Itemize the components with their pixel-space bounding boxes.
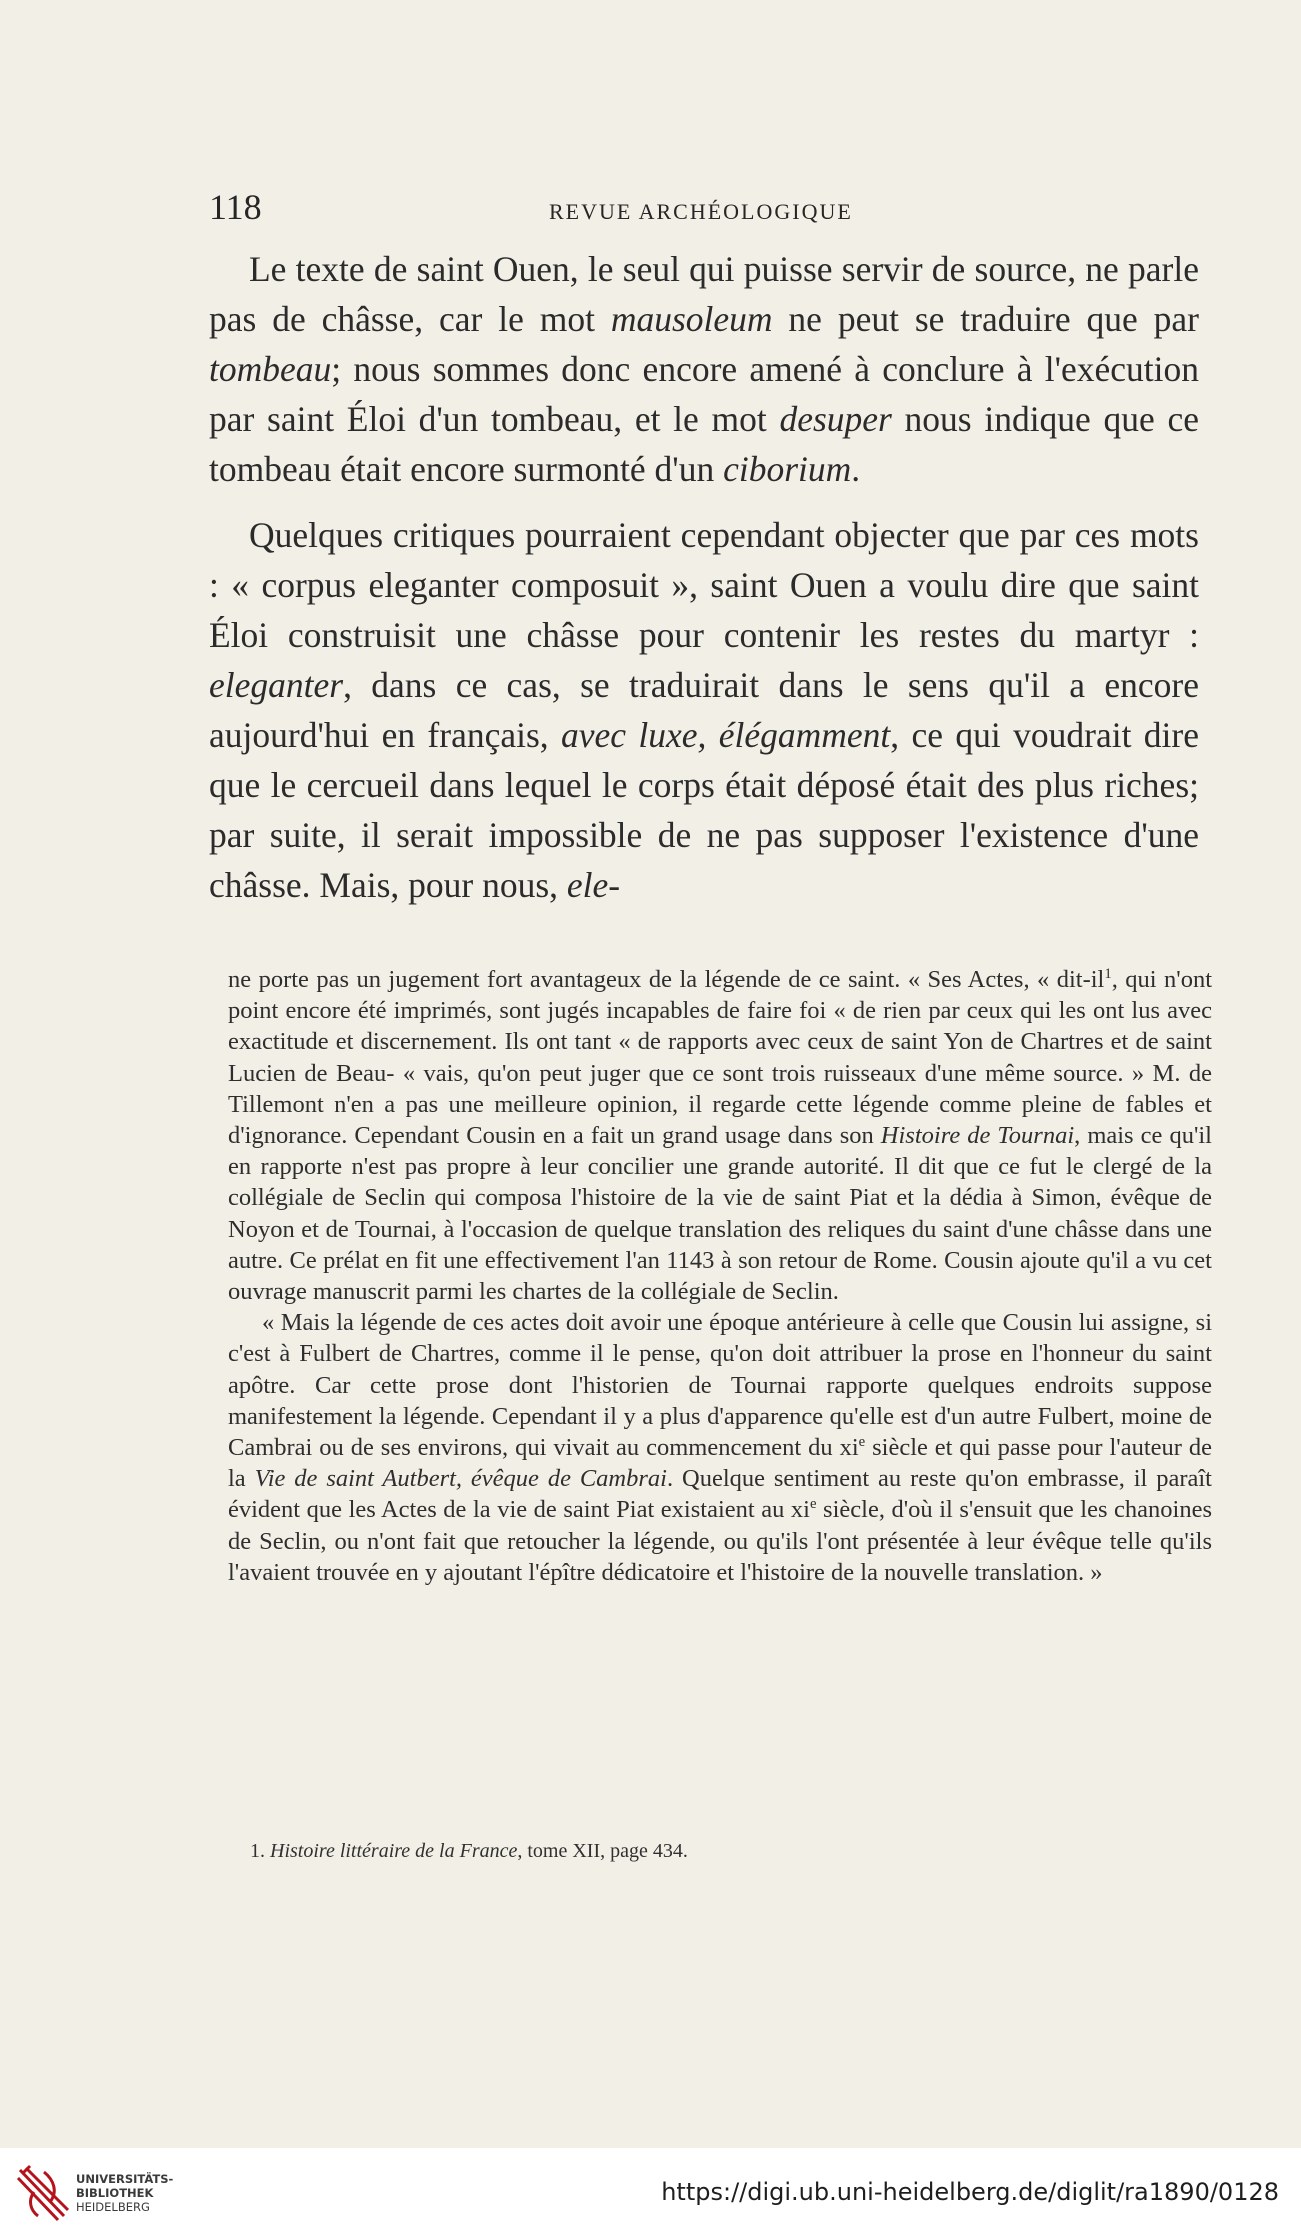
text-run: Quelques critiques pourraient cependant objecter que par ces mots : « corpus eleganter composuit », saint Ouen a voulu dire que saint Éloi construisit une châsse pour contenir les restes du martyr : <box>209 515 1199 655</box>
footnote <box>250 1840 1150 1863</box>
footnote-ref: 1 <box>1104 965 1112 982</box>
text-run: nous indique que ce tombeau était encore surmonté d'un <box>209 399 1199 489</box>
century-numeral: xi <box>839 1434 859 1462</box>
library-name <box>76 2172 173 2214</box>
italic-title: Vie de saint Autbert, évêque de Cambrai <box>254 1465 667 1493</box>
text-run: , ce qui voudrait dire que le cercueil dans lequel le corps était déposé était des plus riches; par suite, il serait impossible de ne pas supposer l'existence d'une châsse. Mais, pour nous, <box>209 715 1199 905</box>
viewer-footer <box>0 2148 1301 2239</box>
italic-term: eleganter <box>209 665 344 705</box>
text-run: ; nous sommes donc encore amené à conclure à l'exécution par saint Éloi d'un tombeau, et le mot <box>209 349 1199 439</box>
italic-term: tombeau <box>209 349 332 389</box>
footnote-number: 1. <box>250 1840 265 1862</box>
library-name-line: BIBLIOTHEK <box>76 2186 154 2200</box>
main-paragraph <box>209 510 1199 910</box>
italic-term: avec luxe, élégamment <box>561 715 891 755</box>
main-text <box>209 244 1199 910</box>
text-run: Le texte de saint Ouen, le seul qui puisse servir de source, ne parle pas de châsse, car le mot <box>209 249 1199 339</box>
italic-term: ele- <box>566 865 621 905</box>
text-run: , qui n'ont point encore été imprimés, sont jugés incapables de faire foi « de rien par ceux qui les ont lus avec exactitude et discernement. Ils ont tant « de rapports avec ceux de saint Yon de Chartres et de saint Lucien de Beau- « vais, qu'on peut juger que ce sont trois ruisseaux d'une même source. » M. de Tillemont n'en a pas une meilleure opinion, il regarde cette légende comme pleine de fables et d'ignorance. Cependant Cousin en a fait un grand usage dans son <box>228 966 1213 1150</box>
university-seal-icon[interactable] <box>14 2162 70 2224</box>
text-run: ne peut se traduire que par <box>772 299 1199 339</box>
text-run: , dans ce cas, se traduirait dans le sens qu'il a encore aujourd'hui en français, <box>209 665 1199 755</box>
text-run: , tome XII, page 434. <box>517 1840 688 1862</box>
running-title: REVUE ARCHÉOLOGIQUE <box>549 199 853 224</box>
italic-term: mausoleum <box>610 299 773 339</box>
page-header <box>209 186 1209 228</box>
italic-term: desuper <box>779 399 892 439</box>
note-paragraph <box>228 1307 1212 1588</box>
italic-term: ciborium <box>723 449 852 489</box>
library-name-line: HEIDELBERG <box>76 2200 150 2214</box>
library-name-line: UNIVERSITÄTS- <box>76 2172 174 2186</box>
text-run: « Mais la légende de ces actes doit avoir une époque antérieure à celle que Cousin lui assigne, si c'est à Fulbert de Chartres, comme il le pense, qu'on doit attribuer la prose en l'honneur du saint apôtre. Car cette prose dont l'historien de Tournai rapporte quelques endroits suppose manifestement la légende. Cependant il y a plus d'apparence qu'elle est d'un autre Fulbert, moine de Cambrai ou de ses environs, qui vivait au commencement du <box>228 1309 1212 1462</box>
text-run: . Quelque sentiment au reste qu'on embrasse, il paraît évident que les Actes de la vie de saint Piat existaient au <box>228 1465 1212 1524</box>
permalink-url[interactable]: https://digi.ub.uni-heidelberg.de/diglit/ra1890/0128 <box>661 2178 1279 2206</box>
text-run: siècle, d'où il s'ensuit que les chanoines de Seclin, ou n'ont fait que retoucher la légende, ou qu'ils l'ont présentée à leur évêque telle qu'ils l'avaient trouvée en y ajoutant l'épître dédicatoire et l'histoire de la nouvelle translation. » <box>228 1496 1212 1586</box>
text-run: siècle et qui passe pour l'auteur de la <box>228 1434 1212 1493</box>
note-paragraph <box>228 964 1212 1307</box>
text-run: ne porte pas un jugement fort avantageux de la légende de ce saint. « Ses Actes, « dit-il <box>228 966 1105 993</box>
century-numeral: xi <box>790 1496 810 1524</box>
text-run: . <box>851 449 861 489</box>
notes-block <box>228 964 1212 1588</box>
main-paragraph <box>209 244 1199 494</box>
superscript: e <box>809 1496 817 1513</box>
page-number: 118 <box>209 187 262 227</box>
italic-title: Histoire littéraire de la France <box>270 1840 518 1862</box>
superscript: e <box>858 1433 866 1450</box>
italic-title: Histoire de Tournai <box>880 1122 1075 1150</box>
text-run: , mais ce qu'il en rapporte n'est pas propre à leur concilier une grande autorité. Il dit que ce fut le clergé de la collégiale de Seclin qui composa l'histoire de la vie de saint Piat et la dédia à Simon, évêque de Noyon et de Tournai, à l'occasion de quelque translation des reliques du saint d'une châsse dans une autre. Ce prélat en fit une effectivement l'an 1143 à son retour de Rome. Cousin ajoute qu'il a vu cet ouvrage manuscrit parmi les chartes de la collégiale de Seclin. <box>228 1122 1212 1306</box>
